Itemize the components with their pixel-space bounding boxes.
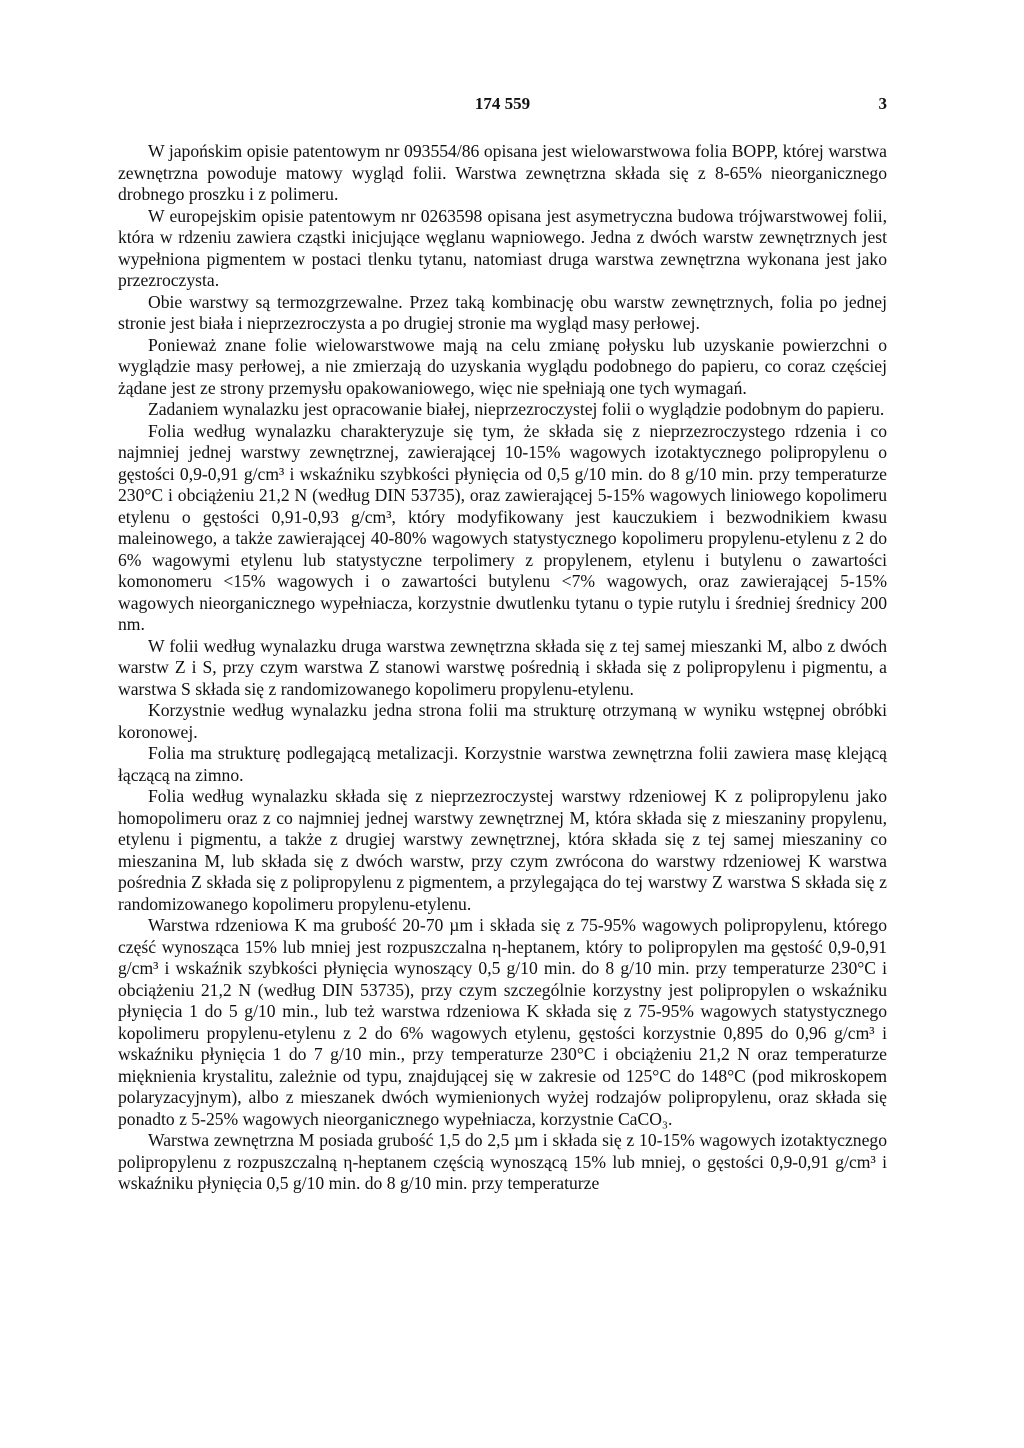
paragraph: Folia według wynalazku składa się z nieprzezroczystej warstwy rdzeniowej K z polipropylenu jako homopolimeru oraz z co najmniej jednej warstwy zewnętrznej M, która składa się z mieszaniny propylenu, etylenu i pigmentu, a także z drugiej warstwy zewnętrznej, która składa się z tej samej mieszaniny co mieszanina M, lub składa się z dwóch warstw, przy czym zwrócona do warstwy rdzeniowej K warstwa pośrednia Z składa się z polipropylenu z pigmentem, a przylegająca do tej warstwy Z warstwa S składa się z randomizowanego kopolimeru propylenu-etylenu. [118,786,887,914]
paragraph: Korzystnie według wynalazku jedna strona folii ma strukturę otrzymaną w wyniku wstępnej obróbki koronowej. [118,700,887,742]
patent-number: 174 559 [474,94,531,113]
paragraph: W folii według wynalazku druga warstwa zewnętrzna składa się z tej samej mieszanki M, albo z dwóch warstw Z i S, przy czym warstwa Z stanowi warstwę pośrednią i składa się z polipropylenu i pigmentu, a warstwa S składa się z randomizowanego kopolimeru propylenu-etylenu. [118,635,887,699]
paragraph: Ponieważ znane folie wielowarstwowe mają na celu zmianę połysku lub uzyskanie powierzchni o wyglądzie masy perłowej, a nie zmierzają do uzyskania wyglądu podobnego do papieru, co coraz częściej żądane jest ze strony przemysłu opakowaniowego, więc nie spełniają one tych wymagań. [118,334,887,398]
paragraph: W japońskim opisie patentowym nr 093554/86 opisana jest wielowarstwowa folia BOPP, której warstwa zewnętrzna powoduje matowy wygląd folii. Warstwa zewnętrzna składa się z 8-65% nieorganicznego drobnego proszku i z polimeru. [118,141,887,204]
page-number: 3 [878,94,887,113]
paragraph: Obie warstwy są termozgrzewalne. Przez taką kombinację obu warstw zewnętrznych, folia po jednej stronie jest biała i nieprzezroczysta a po drugiej stronie ma wygląd masy perłowej. [118,291,887,333]
paragraph: Folia ma strukturę podlegającą metalizacji. Korzystnie warstwa zewnętrzna folii zawiera masę klejącą łączącą na zimno. [118,743,887,785]
page-header [118,94,887,118]
paragraph: Warstwa rdzeniowa K ma grubość 20-70 µm i składa się z 75-95% wagowych polipropylenu, którego część wynosząca 15% lub mniej jest rozpuszczalna η-heptanem, który to polipropylen ma gęstość 0,9-0,91 g/cm³ i wskaźnik szybkości płynięcia wynoszący 0,5 g/10 min. do 8 g/10 min. przy temperaturze 230°C i obciążeniu 21,2 N (według DIN 53735), przy czym szczególnie korzystny jest polipropylen o wskaźniku płynięcia 1 do 5 g/10 min., lub też warstwa rdzeniowa K składa się z 75-95% wagowych statystycznego kopolimeru propylenu-etylenu z 2 do 6% wagowych etylenu, gęstości korzystnie 0,895 do 0,96 g/cm³ i wskaźniku płynięcia 1 do 7 g/10 min., przy temperaturze 230°C i obciążeniu 21,2 N oraz temperaturze mięknienia krystalitu, zależnie od typu, znajdującej się w zakresie od 125°C do 148°C (pod mikroskopem polaryzacyjnym), albo z mieszanek dwóch wymienionych wyżej rodzajów polipropylenu, oraz składa się ponadto z 5-25% wagowych nieorganicznego wypełniacza, korzystnie CaCO₃. [118,915,887,1129]
paragraph: W europejskim opisie patentowym nr 0263598 opisana jest asymetryczna budowa trójwarstwowej folii, która w rdzeniu zawiera cząstki inicjujące węglanu wapniowego. Jedna z dwóch warstw zewnętrznych jest wypełniona pigmentem w postaci tlenku tytanu, natomiast druga warstwa zewnętrzna wykonana jest jako przezroczysta. [118,205,887,290]
paragraph: Zadaniem wynalazku jest opracowanie białej, nieprzezroczystej folii o wyglądzie podobnym do papieru. [148,399,885,419]
paragraph: Warstwa zewnętrzna M posiada grubość 1,5 do 2,5 µm i składa się z 10-15% wagowych izotaktycznego polipropylenu z rozpuszczalną η-heptanem częścią wynoszącą 15% lub mniej, o gęstości 0,9-0,91 g/cm³ i wskaźniku płynięcia 0,5 g/10 min. do 8 g/10 min. przy temperaturze [118,1130,887,1193]
body-text [118,141,887,1195]
paragraph: Folia według wynalazku charakteryzuje się tym, że składa się z nieprzezroczystego rdzenia i co najmniej jednej warstwy zewnętrznej, zawierającej 10-15% wagowych izotaktycznego polipropylenu o gęstości 0,9-0,91 g/cm³ i wskaźniku szybkości płynięcia od 0,5 g/10 min. do 8 g/10 min. przy temperaturze 230°C i obciążeniu 21,2 N (według DIN 53735), oraz zawierającej 5-15% wagowych liniowego kopolimeru etylenu o gęstości 0,91-0,93 g/cm³, który modyfikowany jest kauczukiem i bezwodnikiem kwasu maleinowego, a także zawierającej 40-80% wagowych statystycznego kopolimeru propylenu-etylenu z 2 do 6% wagowymi etylenu lub statystyczne terpolimery z propylenem, etylenu i butylenu o zawartości komonomeru <15% wagowych i o zawartości butylenu <7% wagowych, oraz zawierającej 5-15% wagowych nieorganicznego wypełniacza, korzystnie dwutlenku tytanu o typie rutylu i średniej średnicy 200 nm. [118,420,887,634]
